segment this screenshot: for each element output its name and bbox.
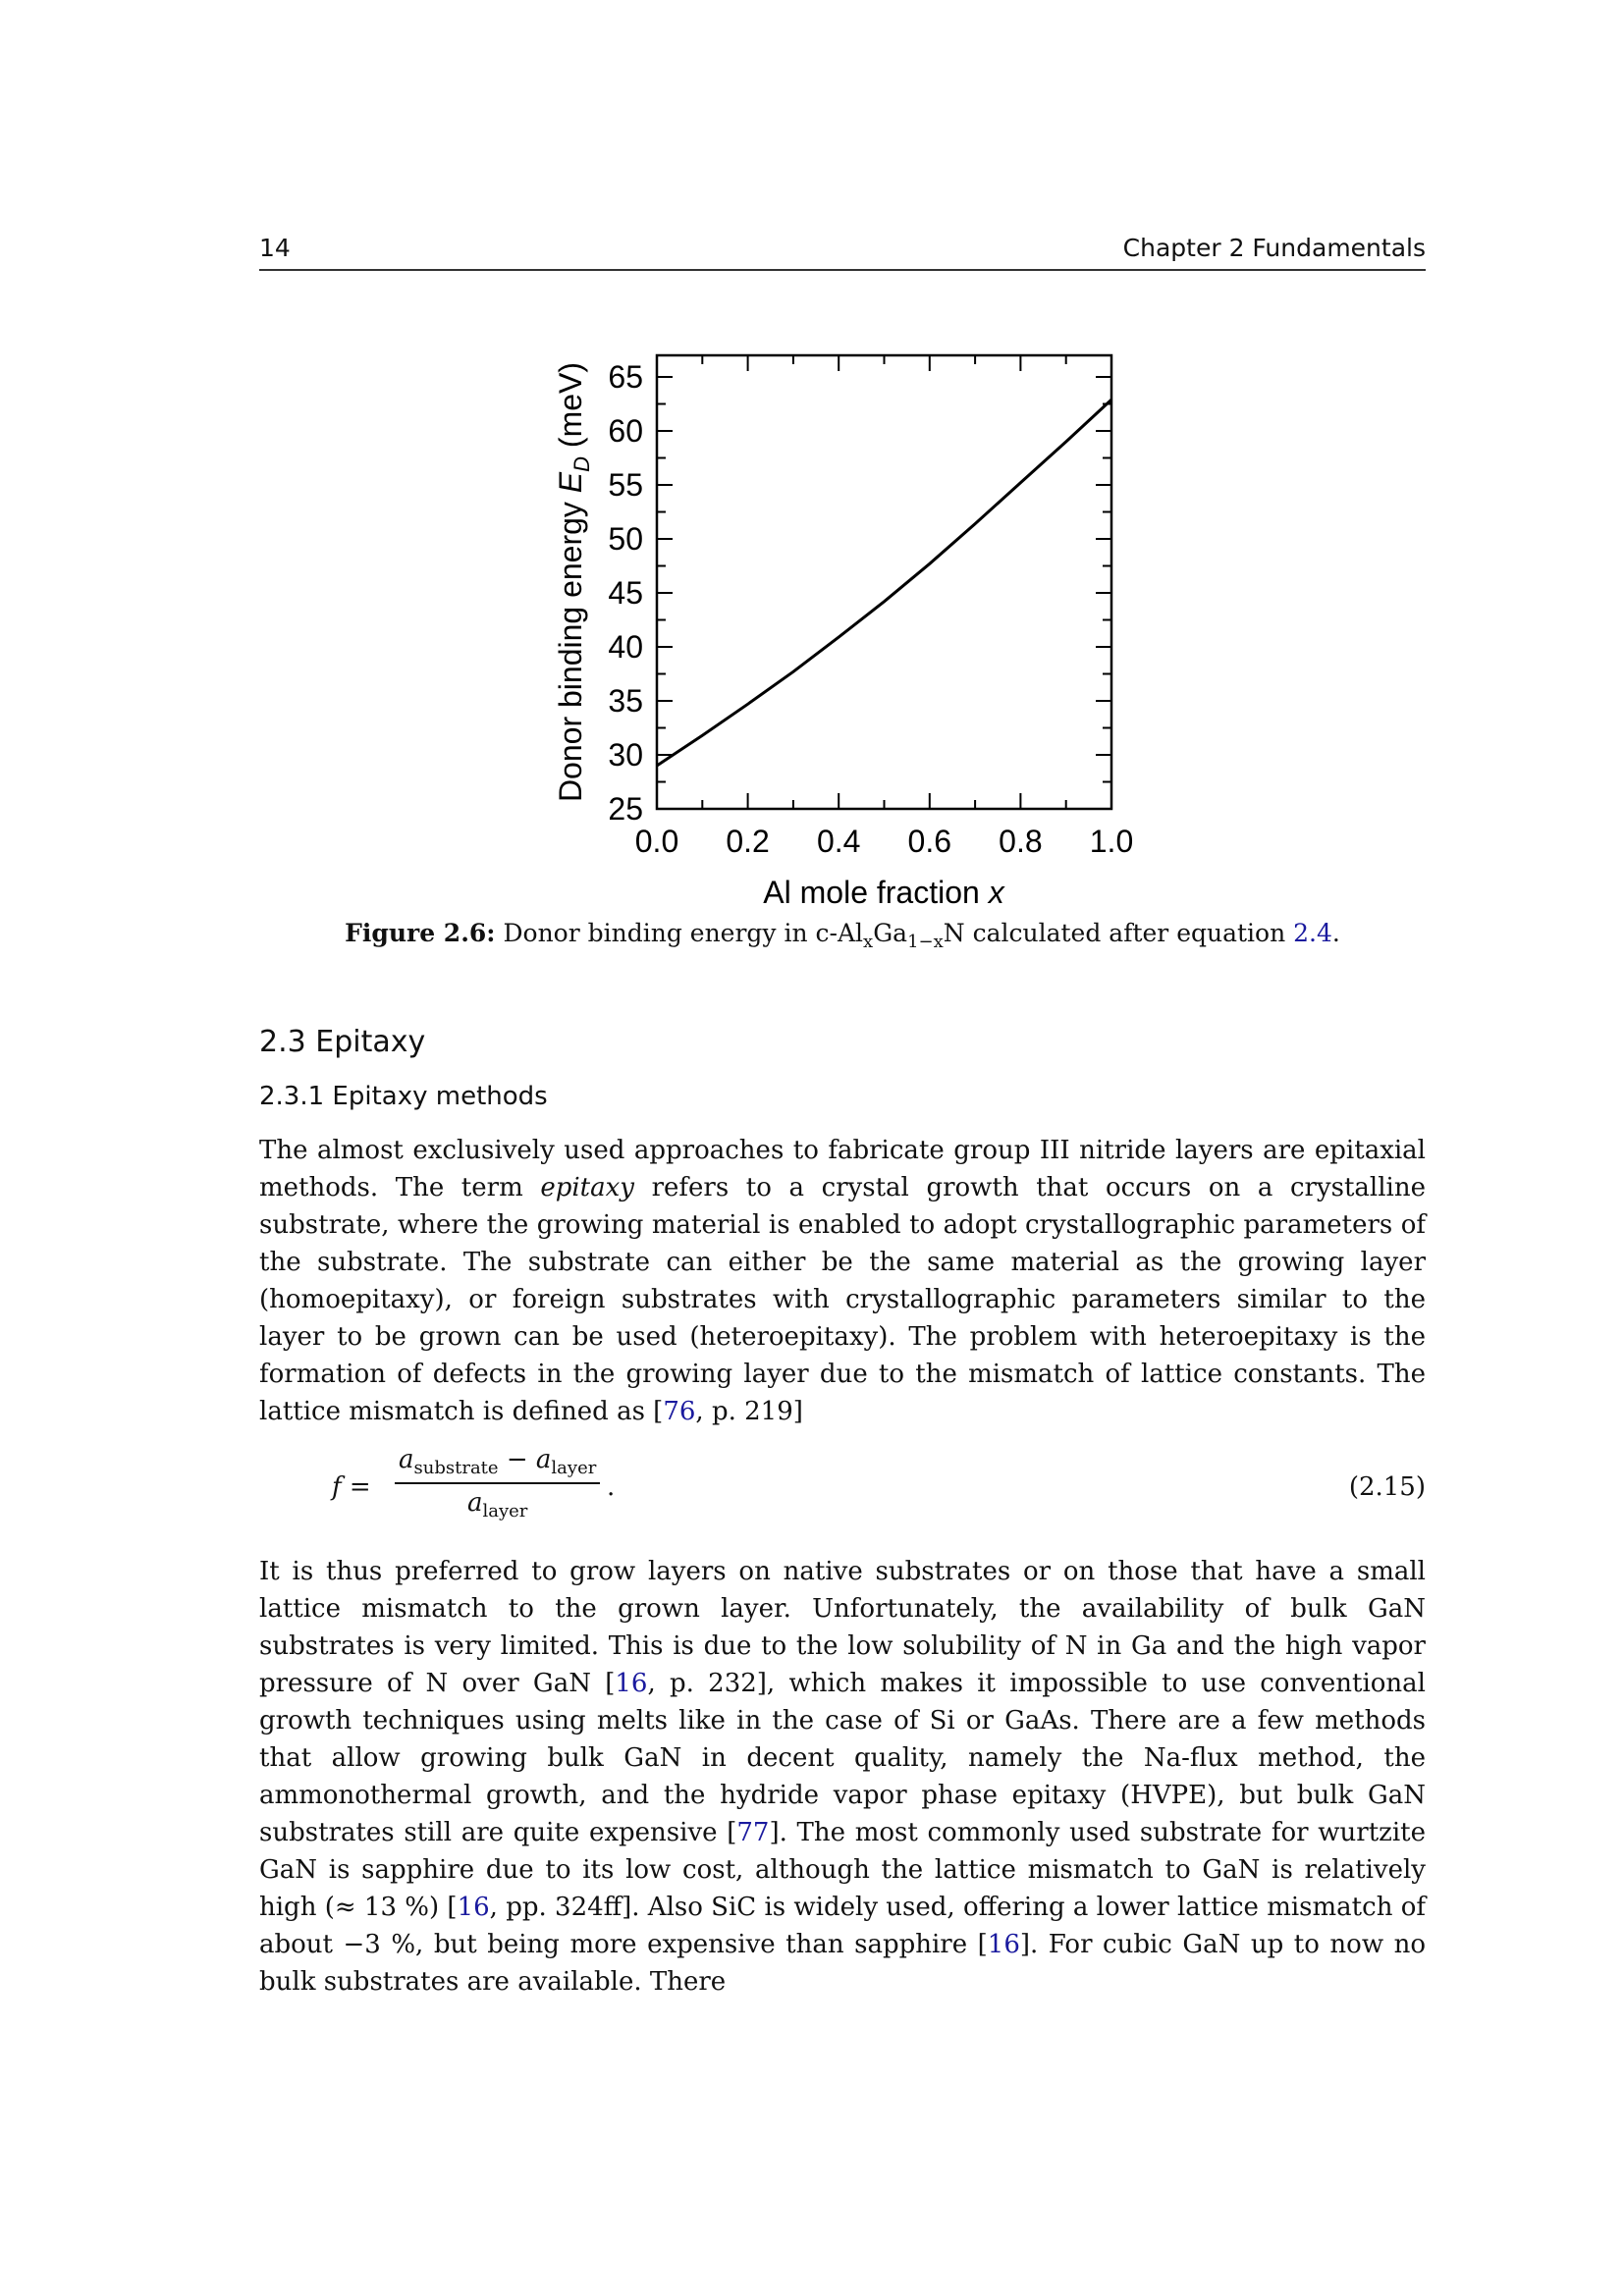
y-axis-label: Donor binding energy $E_D$ (meV)	[553, 361, 594, 803]
num-sub-layer: layer	[551, 1458, 597, 1478]
num-minus: −	[498, 1445, 536, 1474]
y-tick-label: 25	[608, 791, 643, 827]
series-line	[657, 400, 1111, 766]
para2-text-3: ]. The most commonly used substrate for wurtzite GaN is sapphire due to its low cost, although the lattice mismatch to GaN is relatively high (≈ 13 %) [	[259, 1818, 1426, 1922]
equation-fraction	[395, 1445, 600, 1522]
y-tick-label: 40	[608, 629, 643, 665]
para1-emphasis: epitaxy	[540, 1173, 634, 1202]
y-tick-label: 35	[608, 683, 643, 719]
x-tick-label: 0.2	[726, 824, 770, 859]
caption-period: .	[1331, 919, 1340, 947]
equation-period: .	[607, 1472, 616, 1502]
citation-link[interactable]: 76	[663, 1397, 696, 1426]
x-axis-label: Al mole fraction x	[763, 875, 1004, 910]
caption-sub-1mx: 1−x	[907, 932, 944, 952]
page-header	[259, 230, 1426, 271]
y-tick-label: 60	[608, 413, 643, 449]
paragraph-epitaxy	[259, 1132, 1426, 1430]
figure-2-6	[530, 339, 1139, 918]
y-tick-label: 45	[608, 575, 643, 611]
den-sub-layer: layer	[482, 1501, 528, 1522]
citation-link[interactable]: 16	[615, 1669, 648, 1698]
y-tick-label: 55	[608, 467, 643, 503]
donor-energy-chart	[530, 339, 1139, 918]
equation-ref-link[interactable]: 2.4	[1293, 919, 1332, 947]
figure-caption	[259, 919, 1426, 952]
x-tick-label: 0.0	[634, 824, 679, 859]
y-tick-label: 30	[608, 737, 643, 773]
num-a1: a	[399, 1445, 414, 1474]
equation-number: (2.15)	[1348, 1472, 1426, 1502]
section-heading: 2.3 Epitaxy	[259, 1025, 426, 1059]
citation-link[interactable]: 77	[736, 1818, 770, 1847]
citation-link[interactable]: 16	[457, 1893, 490, 1922]
paragraph-substrates	[259, 1553, 1426, 2001]
para2-text-4: , pp. 324ff]. Also SiC is widely used, offering a lower lattice mismatch of about −3 %, but being more expensive than sapphire [	[259, 1893, 1426, 1959]
para2-text-1: It is thus preferred to grow layers on native substrates or on those that have a small lattice mismatch to the grown layer. Unfortunately, the availability of bulk GaN substrates is very limited. This is due to the low solubility of N in Ga and the high vapor pressure of N over GaN [	[259, 1557, 1426, 1698]
y-tick-label: 50	[608, 521, 643, 557]
y-tick-label: 65	[608, 359, 643, 395]
equation-lhs: f =	[332, 1472, 371, 1502]
num-a2: a	[535, 1445, 552, 1474]
figure-label: Figure 2.6:	[345, 919, 496, 947]
caption-text-ga: Ga	[873, 919, 908, 947]
x-tick-label: 1.0	[1089, 824, 1134, 859]
equation-2-15	[332, 1445, 1426, 1533]
citation-link[interactable]: 16	[987, 1930, 1020, 1959]
page-number: 14	[259, 234, 291, 262]
para2-text-5: ]. For cubic GaN up to now no bulk substrates are available. There	[259, 1930, 1426, 1997]
para2-text-2: , p. 232], which makes it impossible to use conventional growth techniques using melts like in the case of Si or GaAs. There are a few methods that allow growing bulk GaN in decent quality, namely the Na-flux method, the ammonothermal growth, and the hydride vapor phase epitaxy (HVPE), but bulk GaN substrates still are quite expensive [	[259, 1669, 1426, 1847]
chapter-title: Chapter 2 Fundamentals	[1122, 234, 1426, 262]
caption-sub-x: x	[863, 932, 874, 952]
subsection-heading: 2.3.1 Epitaxy methods	[259, 1082, 548, 1111]
para1-text-2: refers to a crystal growth that occurs on a crystalline substrate, where the growing material is enabled to adopt crystallographic parameters of the substrate. The substrate can either be the same material as the growing layer (homoepitaxy), or foreign substrates with crystallographic parameters similar to the layer to be grown can be used (heteroepitaxy). The problem with heteroepitaxy is the formation of defects in the growing layer due to the mismatch of lattice constants. The lattice mismatch is defined as [	[259, 1173, 1426, 1426]
equation-denominator	[395, 1484, 600, 1522]
num-sub-substrate: substrate	[413, 1458, 499, 1478]
caption-text-end: N calculated after equation	[943, 919, 1294, 947]
plot-frame	[657, 355, 1111, 809]
para1-text-1: The almost exclusively used approaches to fabricate group III nitride layers are epitaxial methods. The term	[259, 1136, 1426, 1202]
den-a: a	[466, 1488, 483, 1518]
caption-text-start: Donor binding energy in c-Al	[503, 919, 864, 947]
x-tick-label: 0.4	[816, 824, 861, 859]
x-tick-label: 0.6	[907, 824, 952, 859]
equation-numerator	[395, 1445, 600, 1484]
para1-text-3: , p. 219]	[695, 1397, 803, 1426]
x-tick-label: 0.8	[999, 824, 1043, 859]
